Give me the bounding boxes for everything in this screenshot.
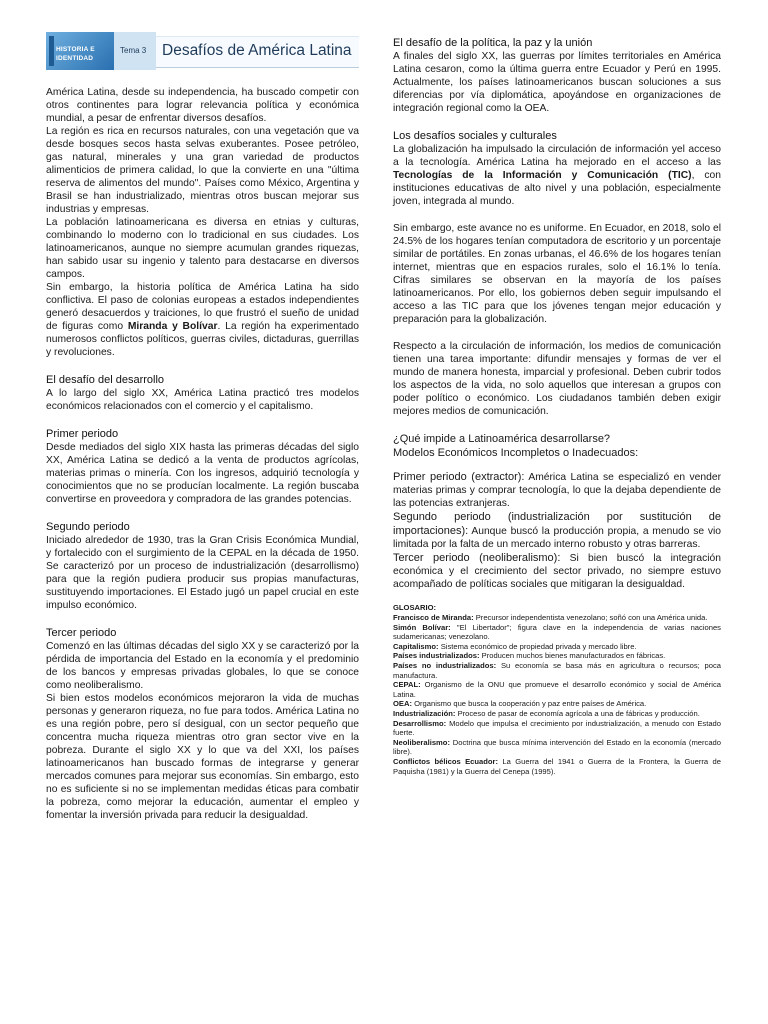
glosario-def: La Guerra del 1941 o Guerra de la Frontera, la Guerra de Paquisha (1981) y la Guerra del Cenepa (1995).: [393, 756, 721, 776]
glosario-term: Neoliberalismo:: [393, 737, 450, 747]
glosario-item: [393, 680, 721, 699]
glosario-def: Doctrina que busca mínima intervención del Estado en la economía (mercado libre).: [393, 737, 721, 757]
glosario-def: Su economía se basa más en agricultura o recursos; poca manufactura.: [393, 660, 721, 680]
page-header: [46, 32, 359, 70]
glosario-def: Organismo que busca la cooperación y paz entre países de América.: [411, 699, 647, 709]
glosario-item: [393, 661, 721, 680]
paragraph-ecuador: Sin embargo, este avance no es uniforme. En Ecuador, en 2018, solo el 24.5% de los hogares tenían computadora de escritorio y un porcentaje similar de portátiles. En zonas urbanas, el 46.6% de los hogares tenían internet, mientras que en espacios rurales, solo el 16.1% lo tenía. Cifras similares se observan en la mayoría de los países latinoamericanos. Por ello, los gobiernos deben seguir impulsando el acceso a las TIC para que los jóvenes tengan mejor educación y preparación para la globalización.: [393, 223, 721, 325]
model-tercer: [393, 551, 721, 591]
intro-paragraph-2: La región es rica en recursos naturales, con una vegetación que va desde bosques secos hasta selvas exuberantes. Posee petróleo, gas natural, minerales y una gran variedad de productos alimenticios de primera calidad, lo que la convierte en una "última reserva de alimentos del mundo". Países como México, Argentina y Brasil se han industrializado, mientras otros buscan mejorar sus industrias y empresas.: [46, 126, 359, 215]
glosario-def: Modelo que impulsa el crecimiento por industrialización, a menudo con Estado fuerte.: [393, 718, 721, 738]
glosario-item: [393, 642, 721, 652]
models-heading: Modelos Económicos Incompletos o Inadecuados:: [393, 447, 639, 459]
subject-badge: [46, 32, 114, 70]
sociales-a: La globalización ha impulsado la circulación de información yel acceso a la tecnología. América Latina ha mejorado en el acceso a las: [393, 144, 721, 168]
glosario-item: [393, 738, 721, 757]
glosario-term: Simón Bolívar:: [393, 622, 451, 632]
model-tercer-text: Si bien buscó la integración económica y el crecimiento del sector privado, no siempre estuvo acompañado de políticas sociales que mitigaran la desigualdad.: [393, 553, 721, 590]
paragraph-medios: Respecto a la circulación de información, los medios de comunicación tienen una tarea importante: difundir mensajes y formas de ver el mundo de manera honesta, imparcial y profesional. Deben cubrir todos los aspectos de la vida, no solo aquellos que interesan a grupos con poder político o económico. Los ciudadanos también deben exigir mejores medios de comunicación.: [393, 341, 721, 417]
model-segundo-label: Segundo periodo (industrialización por sustitución de importaciones):: [393, 511, 721, 537]
paragraph-tercer-periodo: Comenzó en las últimas décadas del siglo XX y se caracterizó por la pérdida de importancia del Estado en la economía y el predominio de los bancos y empresas privadas globales, lo que se conoce como neoliberalismo.: [46, 641, 359, 691]
badge-mark: [49, 36, 54, 66]
badge-line2: IDENTIDAD: [56, 55, 94, 62]
glosario-term: Conflictos bélicos Ecuador:: [393, 756, 499, 766]
right-column: [393, 36, 721, 776]
question-heading: ¿Qué impide a Latinoamérica desarrollarse?: [393, 433, 611, 445]
intro-paragraph-4: [46, 281, 359, 359]
paragraph-segundo-periodo: Iniciado alrededor de 1930, tras la Gran Crisis Económica Mundial, y fortalecido con el surgimiento de la CEPAL en la década de 1950. Se caracterizó por un proceso de industrialización (desarrollismo) para que la región pudiera producir sus propias manufacturas, sustituyendo importaciones. El Estado jugó un papel crucial en este impulso económico.: [46, 535, 359, 611]
model-segundo: [393, 510, 721, 551]
glosario-term: Desarrollismo:: [393, 718, 447, 728]
paragraph-sociales: [393, 143, 721, 208]
glosario-item: [393, 613, 721, 623]
glosario-item: [393, 623, 721, 642]
glosario-term: Países no industrializados:: [393, 660, 497, 670]
sociales-bold: Tecnologías de la Información y Comunicación (TIC): [393, 170, 692, 181]
left-column: [46, 86, 359, 822]
glosario-list: [393, 613, 721, 776]
model-primer-text: América Latina se especializó en vender materias primas y comprar tecnología, lo que la dejaba dependiente de las potencias extranjeras.: [393, 472, 721, 509]
glosario-def: Organismo de la ONU que promueve el desarrollo económico y social de América Latina.: [393, 680, 721, 699]
glosario-term: Francisco de Miranda:: [393, 613, 474, 622]
glosario-item: [393, 719, 721, 738]
heading-segundo-periodo: Segundo periodo: [46, 521, 130, 533]
paragraph-final: Si bien estos modelos económicos mejoraron la vida de muchas personas y generaron riqueza, no fue para todos. América Latina no es una región pobre, pero sí desigual, con un sector pequeño que concentra mucha riqueza mientras otro gran sector vive en la pobreza. Durante el siglo XX y lo que va del XXI, los países latinoamericanos han buscado formas de integrarse y generar mercados comunes para mejorar sus economías. Sin embargo, esto no es suficiente si no se implementan medidas éticas para combatir la pobreza, como mejorar la educación, aumentar el empleo y fomentar la inversión privada para reducir la desigualdad.: [46, 693, 359, 821]
glosario-item: [393, 699, 721, 709]
glosario-def: Proceso de pasar de economía agrícola a una de fábricas y producción.: [455, 708, 700, 718]
page-title: Desafíos de América Latina: [162, 42, 352, 59]
paragraph-politica: A finales del siglo XX, las guerras por límites territoriales en América Latina cesaron, como la última guerra entre Ecuador y Perú en 1995. Actualmente, los países latinoamericanos buscan soluciones a sus diferencias por vía diplomática, apoyándose en organizaciones de integración regional como la OEA.: [393, 51, 721, 114]
glosario-term: OEA:: [393, 699, 412, 709]
intro-paragraph-3: La población latinoamericana es diversa en etnias y culturas, combinando lo moderno con lo tradicional en sus ciudades. Los latinoamericanos, aunque no siempre acumulan grandes riquezas, han sabido usar su ingenio y talento para destacarse en diversos campos.: [46, 217, 359, 280]
tema-text: Tema 3: [120, 46, 147, 55]
glosario-term: CEPAL:: [393, 680, 421, 690]
heading-primer-periodo: Primer periodo: [46, 428, 119, 440]
intro4-bold: Miranda y Bolívar: [127, 321, 218, 332]
glosario-def: Precursor independentista venezolano; soñó con una América unida.: [473, 613, 708, 622]
intro4-c: . La región ha experimentado numerosos conflictos políticos, guerras civiles, dictaduras, guerrillas y revoluciones.: [46, 321, 360, 358]
badge-line1: HISTORIA E: [56, 46, 95, 53]
heading-sociales: Los desafíos sociales y culturales: [393, 130, 557, 142]
glosario-item: [393, 651, 721, 661]
model-primer: [393, 470, 721, 510]
glosario-item: [393, 757, 721, 776]
tema-label: [114, 32, 156, 70]
glosario-item: [393, 709, 721, 719]
glosario-def: "El Libertador"; figura clave en la independencia de varias naciones sudamericanas; venezolano.: [393, 622, 721, 642]
glosario-term: Países industrializados:: [393, 651, 480, 661]
model-primer-label: Primer periodo (extractor):: [393, 471, 525, 483]
glosario-term: Capitalismo:: [393, 641, 439, 651]
paragraph-primer-periodo: Desde mediados del siglo XIX hasta las primeras décadas del siglo XX, América Latina se dedicó a la venta de productos agrícolas, materias primas o minería. Con los ingresos, adquirió tecnología y conocimientos que no se producían localmente. La región buscaba convertirse en proveedora y compradora de las grandes potencias.: [46, 442, 359, 505]
heading-desarrollo: El desafío del desarrollo: [46, 374, 165, 386]
model-tercer-label: Tercer periodo (neoliberalismo):: [393, 552, 561, 564]
model-segundo-text: Aunque buscó la producción propia, a menudo se vio limitada por la falta de un mercado interno robusto y otras barreras.: [393, 526, 721, 550]
intro4-a: Sin embargo, la historia política de América Latina ha sido conflictiva. El paso de colonias europeas a estados independientes generó desacuerdos y traiciones, lo que frustró el sueño de unidad de figuras como: [46, 282, 359, 332]
glosario-title: GLOSARIO:: [393, 603, 437, 612]
intro-paragraph-1: América Latina, desde su independencia, ha buscado competir con otros continentes para lograr relevancia política y económica mundial, a pesar de enfrentar diversos desafíos.: [46, 87, 359, 124]
paragraph-desarrollo: A lo largo del siglo XX, América Latina practicó tres modelos económicos relacionados con el comercio y el capitalismo.: [46, 388, 359, 412]
glosario-term: Industrialización:: [393, 708, 456, 718]
heading-tercer-periodo: Tercer periodo: [46, 627, 117, 639]
page-title-bar: [156, 36, 359, 68]
heading-politica: El desafío de la política, la paz y la unión: [393, 37, 593, 49]
glosario-def: Producen muchos bienes manufacturados en fábricas.: [479, 651, 666, 661]
sociales-c: , con instituciones educativas de alto nivel y una población, especialmente joven, integrada al mundo.: [393, 170, 721, 207]
glosario-def: Sistema económico de propiedad privada y mercado libre.: [438, 641, 637, 651]
